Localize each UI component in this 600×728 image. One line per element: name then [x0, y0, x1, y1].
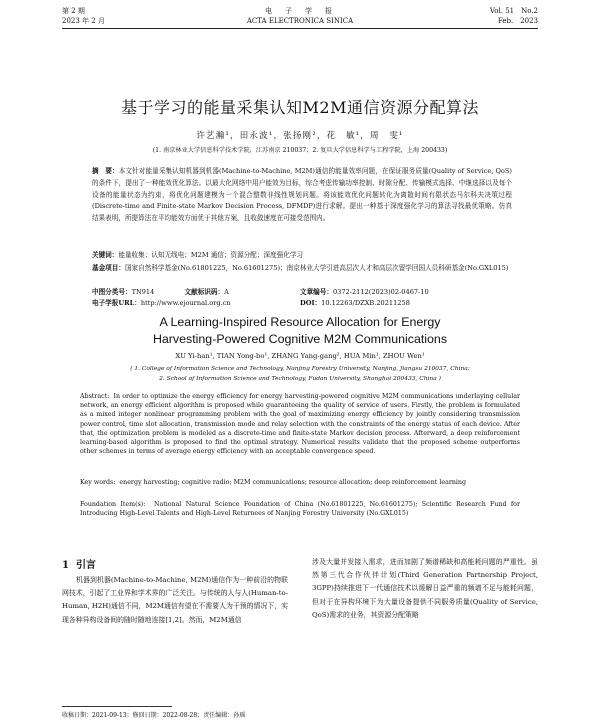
title-en-line1: A Learning-Inspired Resource Allocation for Energy — [159, 315, 441, 329]
doi-value: 10.12263/DZXB.20211258 — [321, 299, 410, 307]
header-journal-cn: 电 子 学 报 — [265, 7, 335, 15]
keywords-cn-label: 关键词： — [92, 251, 119, 259]
header-issue: 第 2 期 — [62, 7, 85, 15]
header-volume: Vol. 51 No.2 — [489, 7, 538, 15]
doi-label: DOI： — [300, 299, 322, 307]
keywords-en-text: energy harvesting; cognitive radio; M2M communications; resource allocation; deep reinforcement learning — [119, 479, 467, 486]
fund-cn-text: 国家自然科学基金(No.61801225，No.61601275)；南京林业大学引进高层次人才和高层次留学回国人员科研基金(No.GXL015) — [124, 264, 509, 272]
keywords-cn — [92, 250, 512, 261]
section-number: 1 — [62, 560, 69, 571]
keywords-en-label: Key words: — [80, 479, 116, 486]
intro-column-left: 机器到机器(Machine-to-Machine, M2M)通信作为一种前沿的物联网技术，引起了工业界和学术界的广泛关注。与传统的人与人(Human-to-Human, H2H)通信不同，M2M通信有望在不需要人为干预的情况下，实现各种异构设备间的随时随地连接[1,2]。然而，M2M通信 — [62, 576, 288, 624]
clc-value: TN914 — [131, 288, 155, 296]
abstract-cn — [92, 166, 512, 225]
abstract-en-label: Abstract: — [80, 393, 110, 400]
fund-en-text: National Natural Science Foundation of China (No.61801225, No.61601275); Scientific Research Fund for Introducing High-Level Talents and High-Level Returnees of Nanjing Forestry University (No.GXL015) — [80, 501, 520, 518]
clc-label: 中图分类号： — [92, 288, 132, 296]
keywords-cn-text: 能量收集；认知无线电；M2M 通信；资源分配；深度强化学习 — [118, 251, 304, 259]
authors-en: XU Yi-han¹, TIAN Yong-bo¹, ZHANG Yang-gang², HUA Min¹, ZHOU Wen¹ — [175, 352, 425, 360]
journal-url-label: 电子学报URL： — [92, 299, 141, 307]
header-date-en: Feb. 2023 — [497, 17, 538, 25]
intro-column-right: 涉及大量并发接入需求，进而加剧了频谱稀缺和高能耗问题的严重性。虽然第三代合作伙伴计划(Third Generation Partnership Project, 3GPP)持续推进下一代通信技术以缓解日益严重的频谱不足与能耗问题，但对于在异构环境下为大量设备提供不同服务质量(Quality of Service, QoS)需求的业务，其资源分配策略 — [312, 558, 538, 619]
header-journal-en: ACTA ELECTRONICA SINICA — [246, 17, 354, 25]
header-right — [490, 6, 538, 26]
abstract-cn-text: 本文针对能量采集认知机器到机器(Machine-to-Machine, M2M)通信的能量效率问题，在保证服务质量(Quality of Service, QoS)的条件下，提出了一种能效优化算法。以最大化网络中用户能效为目标，综合考虑传输功率控制、时隙分配、传输模式选择、中继选择以及每个设备的能量状态为约束，将优化问题建模为一个混合整数非线性规划问题。将该能效优化问题转化为离散时间有限状态马尔科夫决策过程(Discrete-time and Finite-state Markov Decision Process, DFMDP)进行求解。提出一种基于深度强化学习的算法寻找最优策略。仿真结果表明，所提算法在平均能效方面优于其他方案，且收敛速度在可接受范围内。 — [92, 167, 512, 223]
article-number-value: 0372-2112(2023)02-0467-10 — [332, 288, 429, 296]
title-cn: 基于学习的能量采集认知M2M通信资源分配算法 — [121, 98, 479, 117]
article-number-label: 文章编号： — [300, 288, 333, 296]
header-date-cn: 2023 年 2 月 — [62, 17, 105, 25]
header-rule — [62, 28, 538, 29]
footnote-received: 收稿日期：2021-09-13；修回日期：2022-08-28；责任编辑：孙瑶 — [62, 712, 246, 719]
doc-code-label: 文献标识码： — [184, 288, 225, 296]
fund-en-label: Foundation Item(s): — [80, 501, 146, 508]
affiliation-en-1: ( 1. College of Information Science and Technology, Nanjing Forestry University, Nanjing, Jiangsu 210037, China; — [130, 366, 470, 372]
fund-cn — [92, 263, 512, 274]
authors-cn: 许艺瀚¹，田永波¹，张扬刚²，花 敏¹，周 雯¹ — [196, 131, 404, 141]
journal-url-value: http://www.ejournal.org.cn — [140, 299, 231, 307]
title-en-line2: Harvesting-Powered Cognitive M2M Communications — [152, 332, 448, 346]
abstract-cn-label: 摘 要： — [92, 167, 119, 175]
section-title: 引言 — [75, 560, 96, 571]
fund-cn-label: 基金项目： — [92, 264, 125, 272]
affiliation-en-2: 2. School of Information Science and Technology, Fudan University, Shanghai 200433, China ) — [159, 376, 441, 382]
doc-code-value: A — [224, 288, 229, 296]
abstract-en-text: In order to optimize the energy efficiency for energy harvesting-powered cognitive M2M communications underlaying cellular network, an energy efficient algorithm is proposed while guaranteeing the quality of service of users. Firstly, the problem is formulated as a mixed integer nonlinear programming problem with the goal of maximizing energy efficiency by jointly considering transmission power control, time slot allocation, transmission mode and relay selection with the constraints of the energy status of each device. After that, the optimization problem is modeled as a discrete-time and finite-state Markov decision process. Afterward, a deep reinforcement learning-based algorithm is proposed to find the optimal strategy. Numerical results validate that the proposed scheme outperforms other schemes in terms of average energy efficiency with an acceptable convergence speed. — [80, 393, 520, 456]
affiliation-cn: (1. 南京林业大学信息科学技术学院，江苏南京 210037；2. 复旦大学信息科学与工程学院，上海 200433) — [152, 147, 448, 154]
